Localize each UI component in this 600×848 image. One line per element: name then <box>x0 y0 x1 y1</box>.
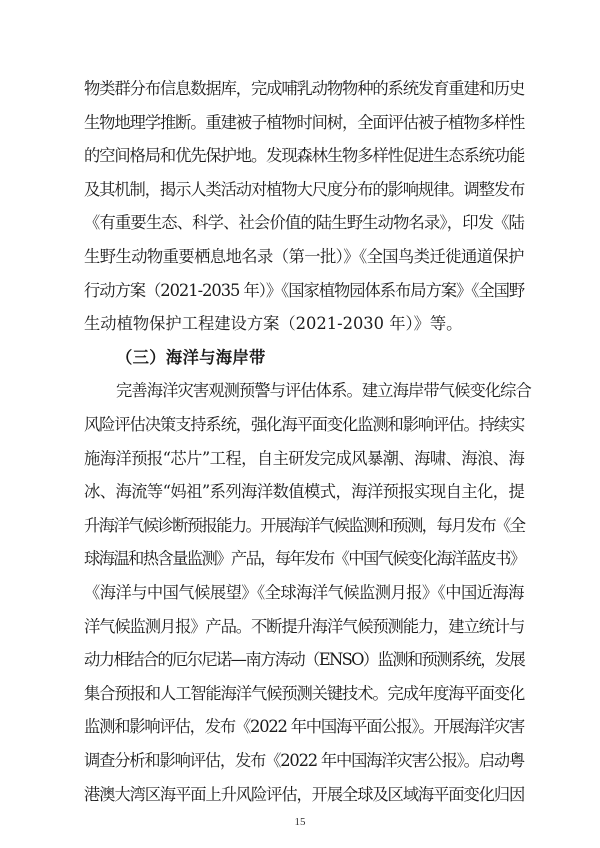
paragraph-line: 生物地理学推断。重建被子植物时间树，全面评估被子植物多样性 <box>84 112 525 132</box>
paragraph-line: 及其机制，揭示人类活动对植物大尺度分布的影响规律。调整发布 <box>84 179 525 199</box>
paragraph-line: 物类群分布信息数据库，完成哺乳动物物种的系统发育重建和历史 <box>84 79 525 98</box>
paragraph-line: 洋气候监测月报》产品。不断提升海洋气候预测能力，建立统计与 <box>84 616 525 636</box>
paragraph-line: 调查分析和影响评估，发布《2022 年中国海洋灾害公报》。启动粤 <box>84 751 525 770</box>
paragraph-line: 施海洋预报“芯片”工程，自主研发完成风暴潮、海啸、海浪、海 <box>84 448 525 468</box>
paragraph-line: 动力相结合的厄尔尼诺—南方涛动（ENSO）监测和预测系统，发展 <box>84 650 525 670</box>
page-number: 15 <box>294 816 306 828</box>
paragraph-line: 《海洋与中国气候展望》《全球海洋气候监测月报》《中国近海海 <box>84 583 524 602</box>
paragraph-line: 港澳大湾区海平面上升风险评估，开展全球及区域海平面变化归因 <box>84 784 525 804</box>
paragraph-line: 升海洋气候诊断预报能力。开展海洋气候监测和预测，每月发布《全 <box>84 515 525 535</box>
paragraph-line: 监测和影响评估，发布《2022 年中国海平面公报》。开展海洋灾害 <box>84 717 525 737</box>
paragraph-line: 《有重要生态、科学、社会价值的陆生野生动物名录》，印发《陆 <box>84 213 525 233</box>
section-heading: （三）海洋与海岸带 <box>116 347 266 367</box>
paragraph-line: 生动植物保护工程建设方案（2021-2030 年）》等。 <box>84 314 463 334</box>
paragraph-line: 冰、海流等“妈祖”系列海洋数值模式，海洋预报实现自主化，提 <box>84 482 525 502</box>
paragraph-lead-sentence: 完善海洋灾害观测预警与评估体系。 <box>116 381 362 401</box>
paragraph-line: 行动方案（2021-2035 年）》《国家植物园体系布局方案》《全国野 <box>84 280 525 300</box>
paragraph-line: 集合预报和人工智能海洋气候预测关键技术。完成年度海平面变化 <box>84 683 525 703</box>
paragraph-line: 球海温和热含量监测》产品，每年发布《中国气候变化海洋蓝皮书》 <box>84 549 525 569</box>
paragraph-first-line <box>116 380 531 402</box>
paragraph-line-rest: 建立海岸带气候变化综合 <box>361 381 531 401</box>
paragraph-line: 风险评估决策支持系统，强化海平面变化监测和影响评估。持续实 <box>84 415 525 434</box>
paragraph-line: 的空间格局和优先保护地。发现森林生物多样性促进生态系统功能 <box>84 146 525 166</box>
paragraph-line: 生野生动物重要栖息地名录（第一批）》《全国鸟类迁徙通道保护 <box>84 247 524 266</box>
